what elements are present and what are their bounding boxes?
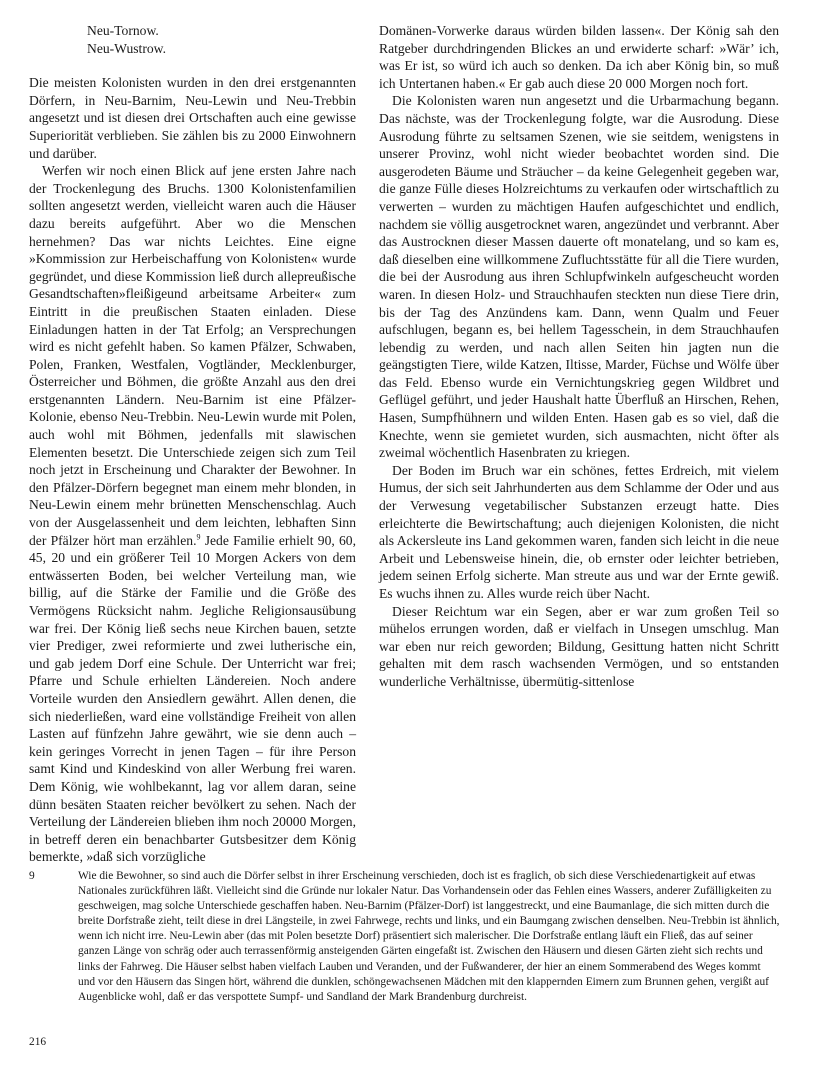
right-column [379, 22, 779, 691]
paragraph [29, 162, 356, 866]
left-column [29, 22, 356, 866]
paragraph: Domänen-Vorwerke daraus würden bilden lassen«. Der König sah den Ratgeber durchdringenden Blickes an und erwiderte scharf: »Wär’ ich, was Er ist, so würd ich auch so denken. Da ich aber König bin, so muß ich Untertanen haben.« Er gab auch diese 20 000 Morgen noch fort. [379, 23, 779, 91]
paragraph-continuation: Jede Familie erhielt 90, 60, 45, 20 und ein größerer Teil 10 Morgen Ackers von dem entwässerten Boden, bei welcher Verteilung man, wie billig, auf die Stärke der Familie und die Größe des Vermögens Rücksicht nahm. Jegliche Religionsausübung war frei. Der König ließ sechs neue Kirchen bauen, setzte vier Prediger, zwei reformierte und zwei lutherische ein, und gab jedem Dorf eine Schule. Der Unterricht war frei; Pfarre und Schule erhielten Ländereien. Noch andere Vorteile wurden den Ansiedlern gewährt. Allen denen, die sich niederließen, ward eine vollständige Freiheit von allen Lasten auf fünfzehn Jahre gewährt, wie sie denn auch – kein geringes Vorrecht in jenen Tagen – für ihre Person samt Kind und Kindeskind von aller Werbung frei waren. Dem König, wie wohlbekannt, lag vor allem daran, seine dünn besäten Staaten reicher bevölkert zu sehen. Nach der Verteilung der Ländereien blieben ihm noch 20000 Morgen, in betreff deren ein benachbarter Gutsbesitzer dem König bemerkte, »daß sich vorzügliche [29, 532, 356, 865]
page-number: 216 [29, 1036, 47, 1048]
footnote-reference[interactable]: 9 [196, 532, 201, 542]
paragraph-text: Werfen wir noch einen Blick auf jene ersten Jahre nach der Trockenlegung des Bruchs. 1300 Kolonistenfamilien sollten angesetzt werden, vielleicht waren auch die Häuser dazu bereits aufgeführt. Aber wo die Menschen hernehmen? Das war nichts Leichtes. Eine eigne »Kommission zur Herbeischaffung von Kolonisten« wurde gegründet, und diese Kommission ließ durch allepreußische Gesandtschaften»fleißigeund arbeitsame Arbeiter« zum Eintritt in die preußischen Staaten einladen. Diese Einladungen hatten in der Tat Erfolg; an Versprechungen wird es nicht gefehlt haben. So kamen Pfälzer, Schwaben, Polen, Franken, Westfalen, Vogtländer, Mecklenburger, Österreicher und Böhmen, die größte Anzahl aus den drei erstgenannten Ländern. Neu-Barnim ist eine Pfälzer-Kolonie, ebenso Neu-Trebbin. Neu-Lewin wurde mit Polen, auch wohl mit Böhmen, jedenfalls mit slawischen Elementen besetzt. Die Unterschiede zeigen sich zum Teil noch jetzt in Erscheinung und Charakter der Bewohner. In den Pfälzer-Dörfern begegnet man einem mehr blonden, in Neu-Lewin einem mehr brünetten Menschenschlag. Auch von der Ausgelassenheit und dem leichten, lebhaften Sinn der Pfälzer hört man erzählen. [29, 163, 356, 548]
footnote [29, 869, 780, 1005]
paragraph: Die Kolonisten waren nun angesetzt und die Urbarmachung begann. Das nächste, was der Trockenlegung folgte, war die Ausrodung. Diese Ausrodung führte zu seltsamen Szenen, wie sie seitdem, wenigstens in unserer Provinz, wohl nicht wieder beobachtet worden sind. Die ausgerodeten Bäume und Sträucher – da keine Gelegenheit gegeben war, die ganze Fülle dieses Holzreichtums zu verkaufen oder wirtschaftlich zu verwerten – wurden zu mächtigen Haufen aufgeschichtet und endlich, nachdem sie völlig ausgetrocknet waren, angezündet und verbrannt. Aber das Austrocknen dieser Massen dauerte oft monatelang, und so kam es, daß dieselben eine willkommene Zufluchtsstätte für all die Tiere wurden, die bei der Ausrodung aus ihren Schlupfwinkeln aufgescheucht worden waren. In diesen Holz- und Strauchhaufen steckten nun diese Tiere drin, bis der Tag des Anzündens kam. Dann, wenn Qualm und Feuer aufschlugen, begann es, bei hellem Tagesschein, in dem Strauchhaufen lebendig zu werden, und nach allen Seiten hin jagten nun die geängstigten Tiere, wilde Katzen, Iltisse, Marder, Füchse und Wölfe über das Feld. Ebenso wurde ein Vernichtungskrieg gegen Wildbret und Geflügel geführt, und jeder Haushalt hatte Überfluß an Hirschen, Rehen, Hasen, Sumpfhühnern und wilden Enten. Hasen gab es so viel, daß die Knechte, wenn sie gemietet wurden, sich ausmachten, nicht öfter als zweimal wöchentlich Hasenbraten zu kriegen. [379, 93, 779, 461]
spacer [29, 57, 356, 74]
paragraph: Die meisten Kolonisten wurden in den drei erstgenannten Dörfern, in Neu-Barnim, Neu-Lewin und Neu-Trebbin angesetzt und ist diesen drei Ortschaften auch eine gewisse Superiorität verblieben. Sie zählen bis zu 2000 Einwohnern und darüber. [29, 75, 356, 161]
footnote-text: Wie die Bewohner, so sind auch die Dörfer selbst in ihrer Erscheinung verschieden, doch ist es fraglich, ob sich diese Verschiedenartigkeit auf etwas Nationales zurückführen läßt. Vielleicht sind die Gründe nur lokaler Natur. Das Vorhandensein oder das Fehlen eines Wassers, anderer Zufälligkeiten zu geschweigen, mag solche Unterschiede geschaffen haben. Neu-Barnim (Pfälzer-Dorf) ist langgestreckt, und eine Baumanlage, die sich mitten durch die breite Dorfstraße zieht, teilt diese in drei Längsteile, in zwei Fahrwege, rechts und links, und ein Baumgang zwischen denselben. Neu-Trebbin ist ähnlich, wenn ich nicht irre. Neu-Lewin aber (das mit Polen besetzte Dorf) präsentiert sich malerischer. Die Dorfstraße entlang läuft ein Fließ, das auf seiner ganzen Länge von schräg oder auch terrassenförmig ansteigenden Gärten eingefaßt ist. Zwischen den Häusern und diesen Gärten zieht sich rechts und links der Fahrweg. Die Häuser selbst haben vielfach Lauben und Veranden, und der Fußwanderer, der hier an einem Sommerabend des Weges kommt und vor den Häusern das Singen hört, während die dunklen, schöngewachsenen Mädchen mit den klappernden Eimern zum Brunnen gehen, vergißt auf Augenblicke wohl, daß er das verspottete Sumpf- und Sandland der Mark Brandenburg durchreist. [78, 870, 780, 1003]
place-name: Neu-Tornow. [87, 23, 159, 38]
place-name: Neu-Wustrow. [87, 40, 166, 56]
paragraph: Dieser Reichtum war ein Segen, aber er war zum großen Teil so mühelos errungen worden, daß er vielfach in Unsegen umschlug. Man war eben nur reich geworden; Bildung, Gesittung hatten nicht Schritt gehalten mit dem rasch wachsenden Vermögen, und so entstanden wunderliche Verhältnisse, übermütig-sittenlose [379, 603, 779, 689]
footnote-number: 9 [29, 870, 35, 882]
paragraph: Der Boden im Bruch war ein schönes, fettes Erdreich, mit vielem Humus, der sich seit Jahrhunderten aus dem Schlamme der Oder und aus der Verwesung vegetabilischer Substanzen erzeugt hatte. Dies erleichterte die Bewirtschaftung; auch diejenigen Kolonisten, die nicht als Ackersleute ins Land gekommen waren, fanden sich leicht in die neue Arbeit und Lebensweise hinein, die, ob ernster oder leichter betrieben, jedem seinen Erfolg sicherte. Man streute aus und war der Ernte gewiß. Es wuchs ihnen zu. Alles wurde reich über Nacht. [379, 462, 779, 601]
